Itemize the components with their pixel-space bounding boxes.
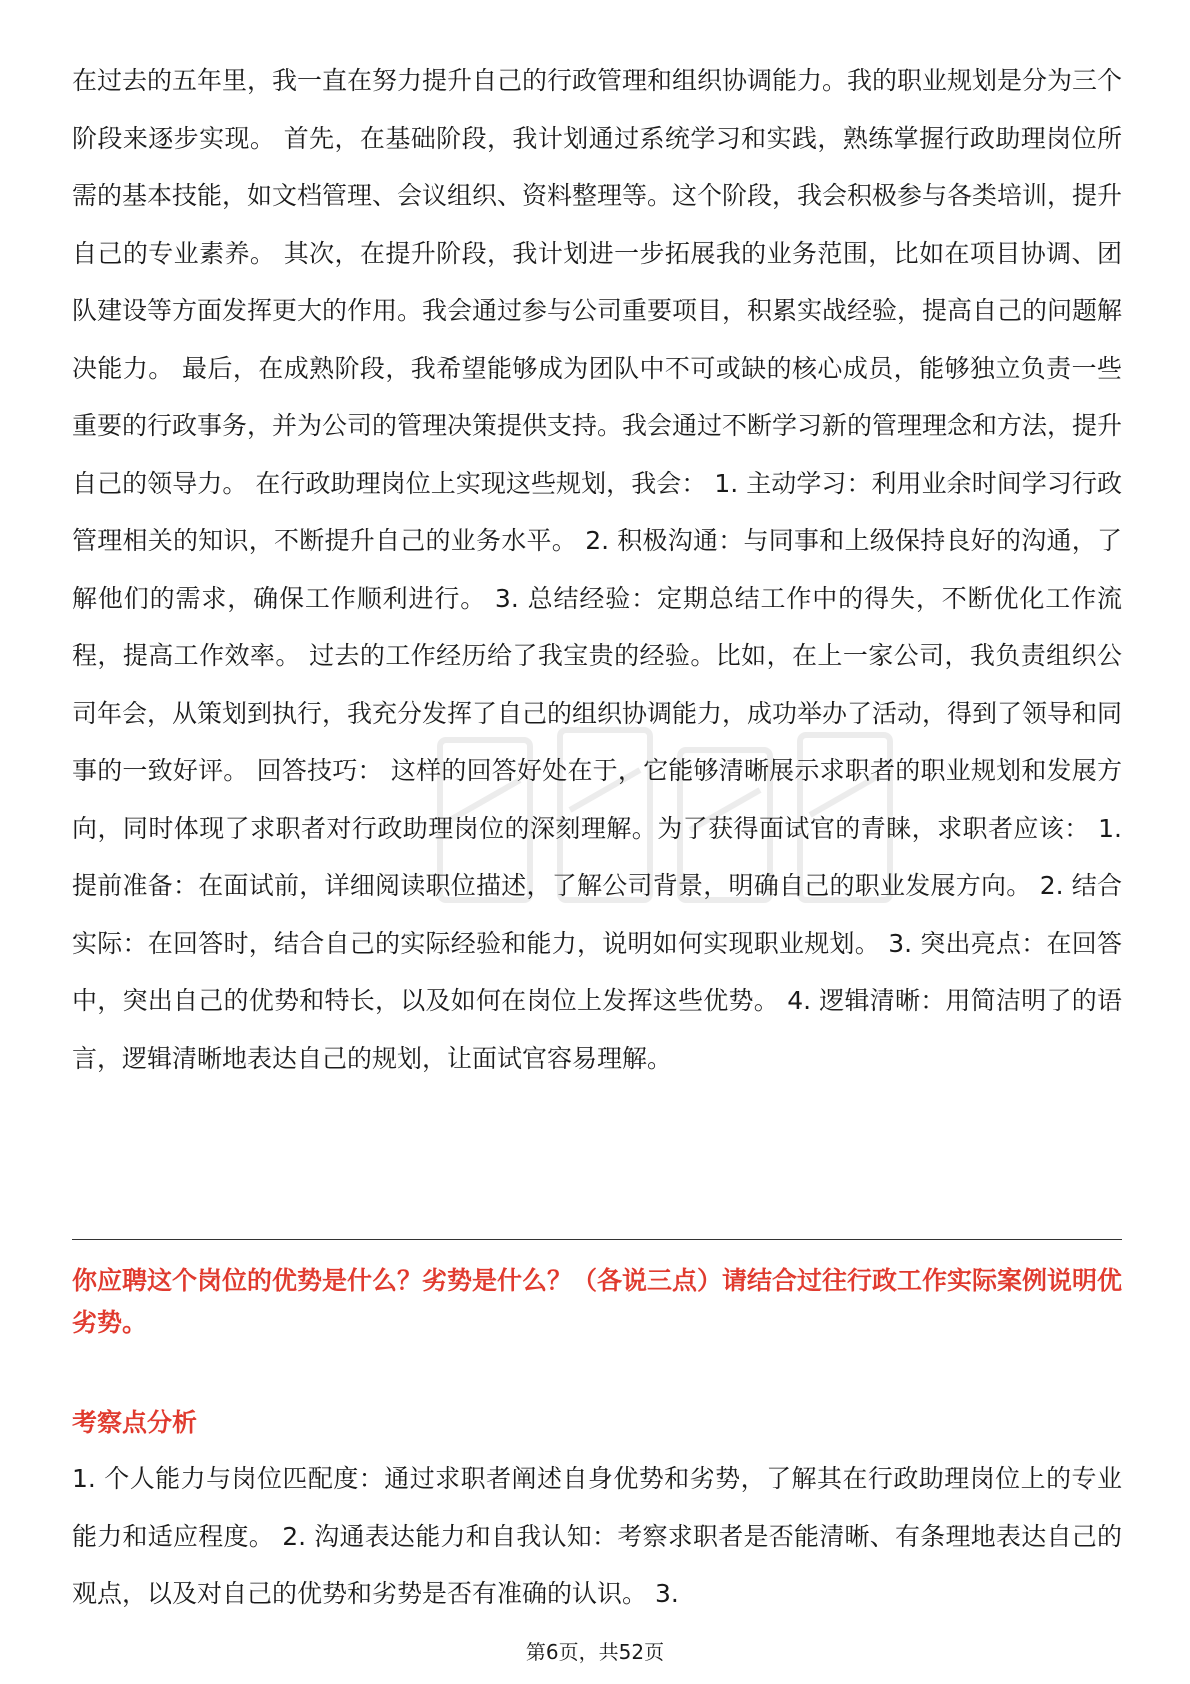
analysis-paragraph: 1. 个人能力与岗位匹配度：通过求职者阐述自身优势和劣势，了解其在行政助理岗位上的专业能力和适应程度。 2. 沟通表达能力和自我认知：考察求职者是否能清晰、有条理地表达自己的观点，以及对自己的优势和劣势是否有准确的认识。 3. — [72, 1464, 1122, 1608]
analysis-heading: 考察点分析 — [72, 1408, 198, 1437]
section-divider — [72, 1239, 1122, 1240]
question-heading: 你应聘这个岗位的优势是什么？劣势是什么？（各说三点）请结合过往行政工作实际案例说明优劣势。 — [72, 1266, 1123, 1337]
answer-paragraph: 在过去的五年里，我一直在努力提升自己的行政管理和组织协调能力。我的职业规划是分为三个阶段来逐步实现。 首先，在基础阶段，我计划通过系统学习和实践，熟练掌握行政助理岗位所需的基本技能，如文档管理、会议组织、资料整理等。这个阶段，我会积极参与各类培训，提升自己的专业素养。 其次，在提升阶段，我计划进一步拓展我的业务范围，比如在项目协调、团队建设等方面发挥更大的作用。我会通过参与公司重要项目，积累实战经验，提高自己的问题解决能力。 最后，在成熟阶段，我希望能够成为团队中不可或缺的核心成员，能够独立负责一些重要的行政事务，并为公司的管理决策提供支持。我会通过不断学习新的管理理念和方法，提升自己的领导力。 在行政助理岗位上实现这些规划，我会： 1. 主动学习：利用业余时间学习行政管理相关的知识，不断提升自己的业务水平。 2. 积极沟通：与同事和上级保持良好的沟通，了解他们的需求，确保工作顺利进行。 3. 总结经验：定期总结工作中的得失，不断优化工作流程，提高工作效率。 过去的工作经历给了我宝贵的经验。比如，在上一家公司，我负责组织公司年会，从策划到执行，我充分发挥了自己的组织协调能力，成功举办了活动，得到了领导和同事的一致好评。 回答技巧： 这样的回答好处在于，它能够清晰展示求职者的职业规划和发展方向，同时体现了求职者对行政助理岗位的深刻理解。为了获得面试官的青睐，求职者应该： 1. 提前准备：在面试前，详细阅读职位描述，了解公司背景，明确自己的职业发展方向。 2. 结合实际：在回答时，结合自己的实际经验和能力，说明如何实现职业规划。 3. 突出亮点：在回答中，突出自己的优势和特长，以及如何在岗位上发挥这些优势。 4. 逻辑清晰：用简洁明了的语言，逻辑清晰地表达自己的规划，让面试官容易理解。 — [72, 66, 1123, 1073]
page-number: 第6页，共52页 — [525, 1640, 665, 1664]
